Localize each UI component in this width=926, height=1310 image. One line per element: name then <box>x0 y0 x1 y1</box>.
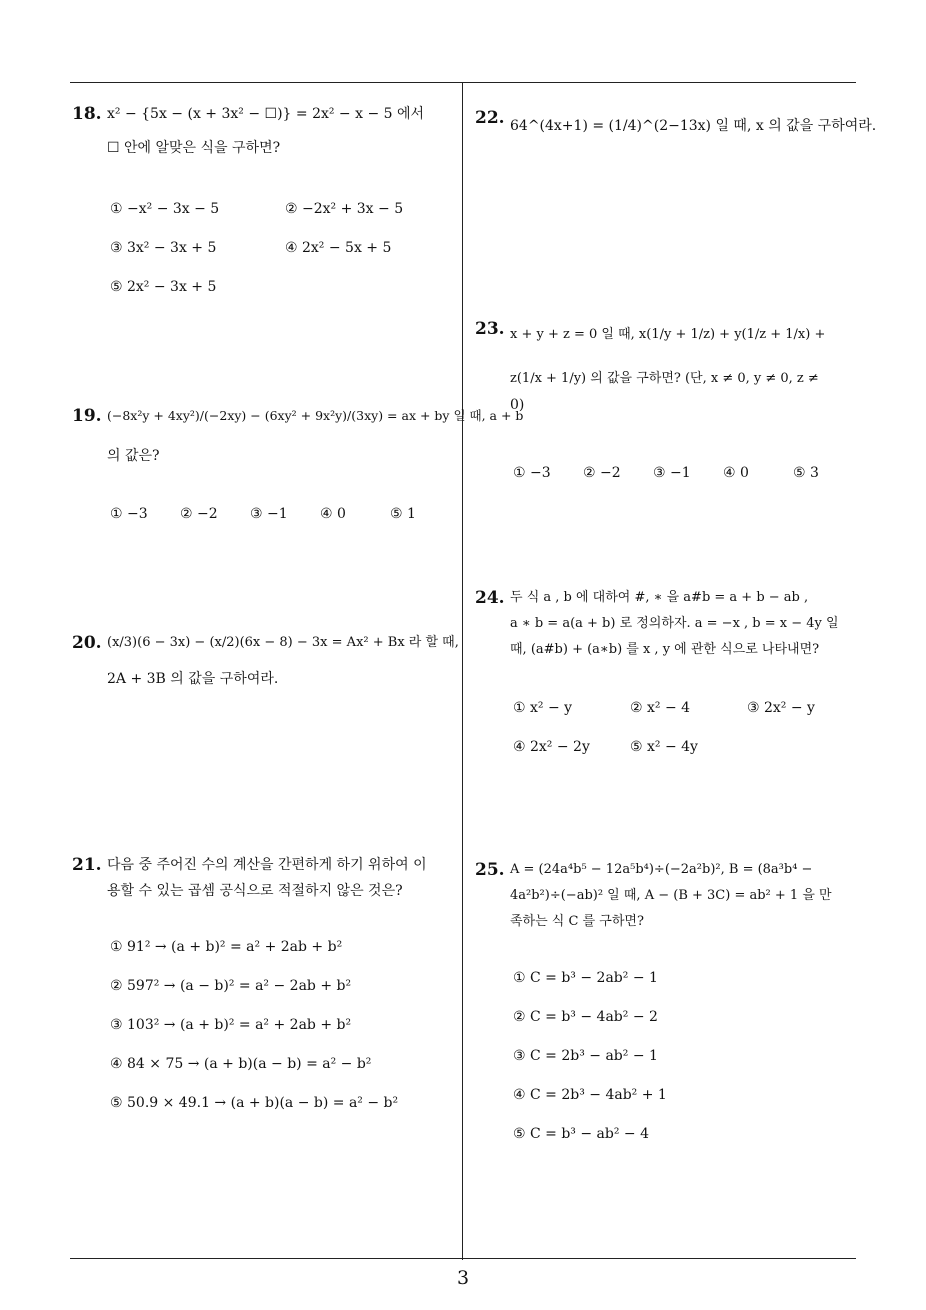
choice[interactable]: ① 91² → (a + b)² = a² + 2ab + b² <box>110 939 343 955</box>
question-text: x + y + z = 0 일 때, x(1/y + 1/z) + y(1/z + 1/x) + <box>510 327 826 342</box>
choice[interactable]: ④ 2x² − 5x + 5 <box>285 240 392 256</box>
choice[interactable]: ③ 3x² − 3x + 5 <box>110 240 217 256</box>
question-number: 20. <box>72 633 102 653</box>
choice[interactable]: ⑤ 1 <box>390 506 416 522</box>
choice[interactable]: ③ −1 <box>250 506 288 522</box>
question-number: 24. <box>475 588 505 608</box>
choice[interactable]: ⑤ C = b³ − ab² − 4 <box>513 1126 650 1142</box>
choice[interactable]: ③ 2x² − y <box>747 700 815 716</box>
bottom-rule <box>70 1258 856 1259</box>
question-number: 25. <box>475 860 505 880</box>
choice[interactable]: ① −3 <box>513 465 551 481</box>
question-number: 19. <box>72 406 102 426</box>
question-text: ☐ 안에 알맞은 식을 구하면? <box>107 140 281 156</box>
question-number: 18. <box>72 104 102 124</box>
choice[interactable]: ③ −1 <box>653 465 691 481</box>
question-22 <box>475 105 877 139</box>
choice[interactable]: ③ C = 2b³ − ab² − 1 <box>513 1048 658 1064</box>
top-rule <box>70 82 856 83</box>
question-number: 21. <box>72 855 102 875</box>
choice[interactable]: ⑤ x² − 4y <box>630 739 698 755</box>
question-number: 22. <box>475 108 505 128</box>
choice[interactable]: ③ 103² → (a + b)² = a² + 2ab + b² <box>110 1017 352 1033</box>
choice[interactable]: ④ 0 <box>723 465 749 481</box>
page-number: 3 <box>456 1267 470 1289</box>
question-18 <box>72 101 457 161</box>
question-text: 용할 수 있는 곱셈 공식으로 적절하지 않은 것은? <box>107 883 403 899</box>
question-21 <box>72 852 457 904</box>
question-text: 때, (a#b) + (a∗b) 를 x , y 에 관한 식으로 나타내면? <box>510 642 820 657</box>
choice[interactable]: ② 597² → (a − b)² = a² − 2ab + b² <box>110 978 352 994</box>
question-text: x² − {5x − (x + 3x² − ☐)} = 2x² − x − 5 에서 <box>107 106 425 122</box>
question-text: 다음 중 주어진 수의 계산을 간편하게 하기 위하여 이 <box>107 857 427 873</box>
question-24 <box>475 585 860 663</box>
choice[interactable]: ② C = b³ − 4ab² − 2 <box>513 1009 658 1025</box>
choice[interactable]: ② −2 <box>180 506 218 522</box>
question-text: 족하는 식 C 를 구하면? <box>510 914 644 929</box>
choice[interactable]: ⑤ 50.9 × 49.1 → (a + b)(a − b) = a² − b² <box>110 1095 399 1111</box>
question-text: 0) <box>510 397 525 413</box>
question-text: A = (24a⁴b⁵ − 12a⁵b⁴)÷(−2a²b)², B = (8a³b⁴ − <box>510 862 813 877</box>
question-text: 4a²b²)÷(−ab)² 일 때, A − (B + 3C) = ab² + 1 을 만 <box>510 888 832 903</box>
choice[interactable]: ② −2x² + 3x − 5 <box>285 201 404 217</box>
choice[interactable]: ⑤ 3 <box>793 465 819 481</box>
choice[interactable]: ④ C = 2b³ − 4ab² + 1 <box>513 1087 667 1103</box>
choice[interactable]: ① −x² − 3x − 5 <box>110 201 220 217</box>
choice[interactable]: ⑤ 2x² − 3x + 5 <box>110 279 217 295</box>
question-text: 의 값은? <box>107 448 160 464</box>
question-25 <box>475 857 860 935</box>
column-divider <box>462 83 463 1260</box>
question-23 <box>475 316 860 418</box>
question-number: 23. <box>475 319 505 339</box>
question-text: z(1/x + 1/y) 의 값을 구하면? (단, x ≠ 0, y ≠ 0, z ≠ <box>510 371 819 386</box>
question-19 <box>72 403 524 469</box>
question-text: 2A + 3B 의 값을 구하여라. <box>107 671 279 687</box>
question-text: 64^(4x+1) = (1/4)^(2−13x) 일 때, x 의 값을 구하여라. <box>510 118 877 134</box>
choice[interactable]: ① −3 <box>110 506 148 522</box>
choice[interactable]: ① x² − y <box>513 700 573 716</box>
question-text: 두 식 a , b 에 대하여 #, ∗ 을 a#b = a + b − ab , <box>510 590 809 605</box>
choice[interactable]: ② −2 <box>583 465 621 481</box>
choice[interactable]: ④ 2x² − 2y <box>513 739 590 755</box>
choice[interactable]: ② x² − 4 <box>630 700 691 716</box>
choice[interactable]: ④ 84 × 75 → (a + b)(a − b) = a² − b² <box>110 1056 372 1072</box>
question-text: (−8x²y + 4xy²)/(−2xy) − (6xy² + 9x²y)/(3xy) = ax + by 일 때, a + b <box>107 408 524 423</box>
question-text: a ∗ b = a(a + b) 로 정의하자. a = −x , b = x − 4y 일 <box>510 616 839 631</box>
choice[interactable]: ① C = b³ − 2ab² − 1 <box>513 970 658 986</box>
choice[interactable]: ④ 0 <box>320 506 346 522</box>
question-20 <box>72 630 457 692</box>
question-text: (x/3)(6 − 3x) − (x/2)(6x − 8) − 3x = Ax² + Bx 라 할 때, <box>107 635 459 650</box>
